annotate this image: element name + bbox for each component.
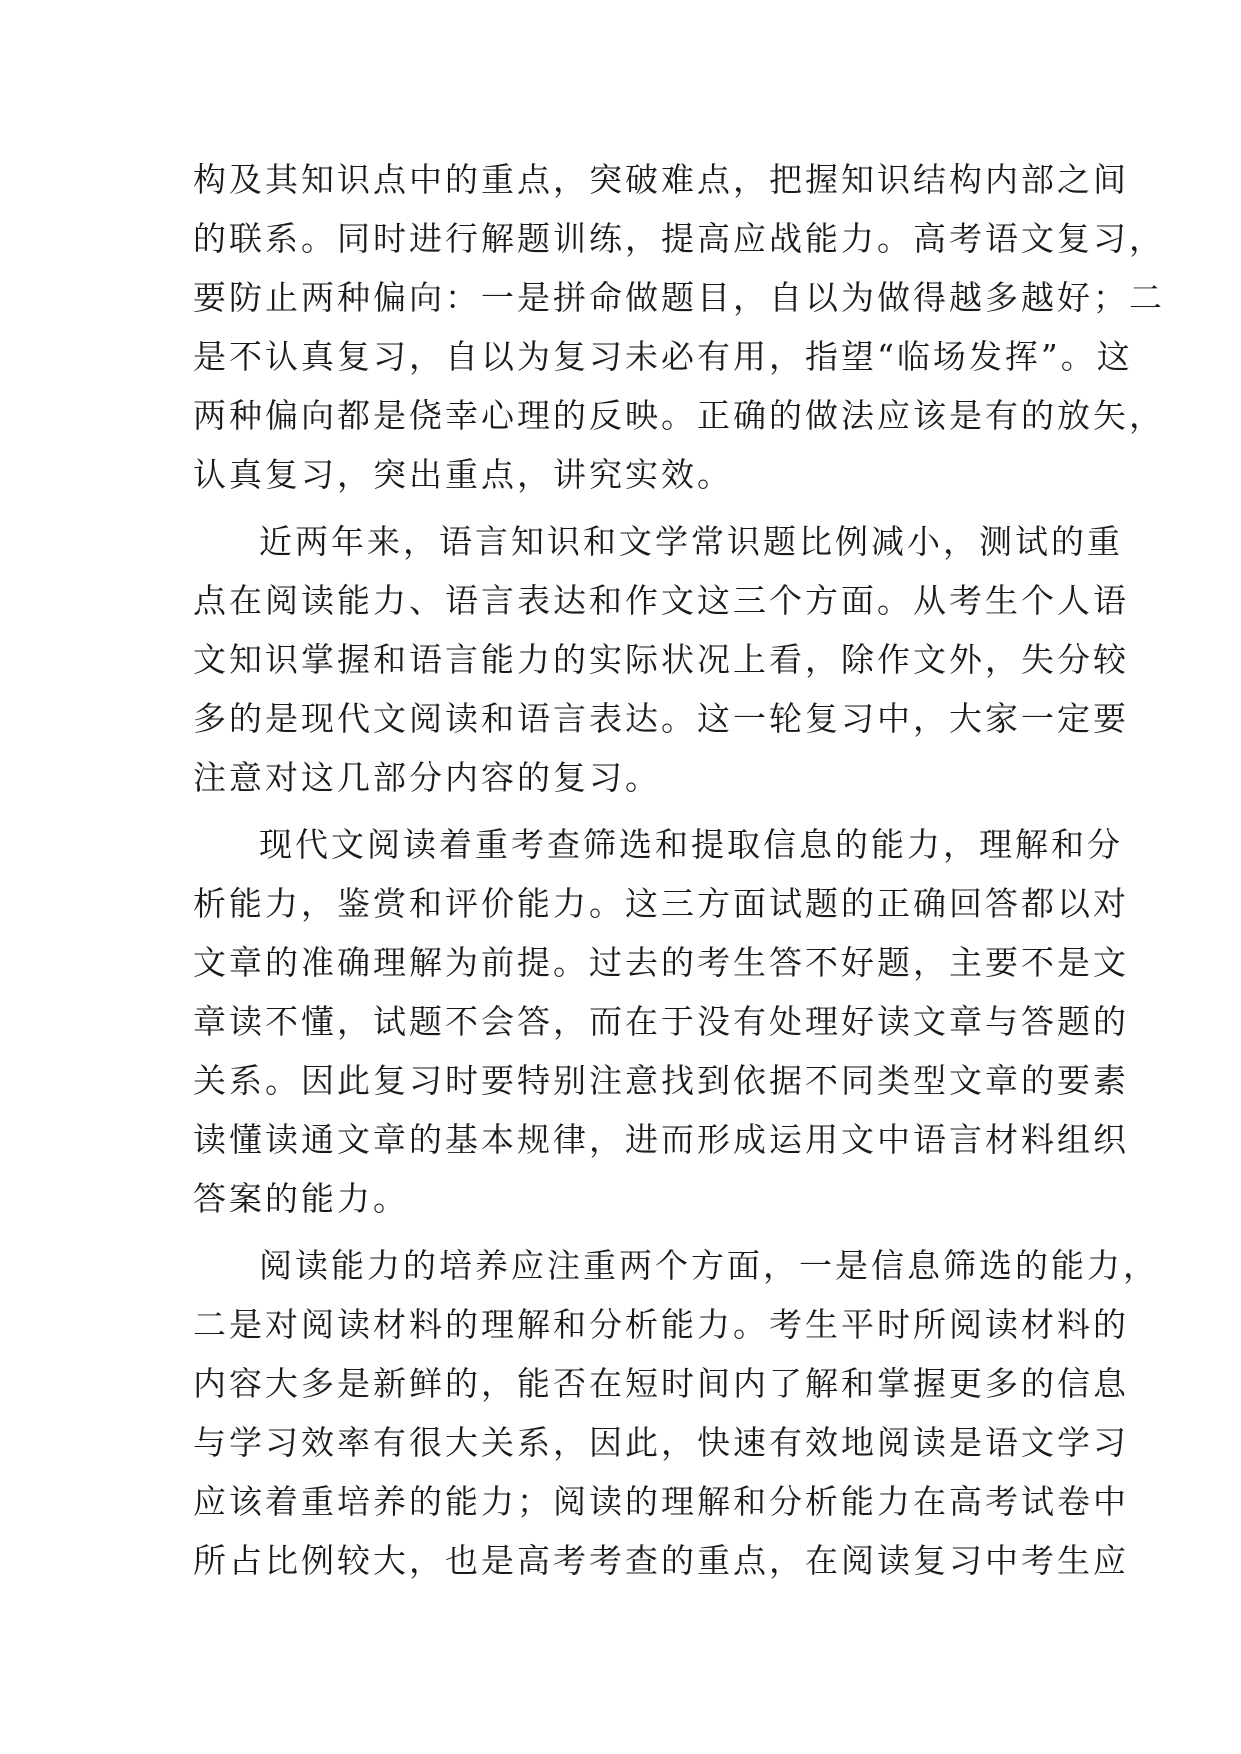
text-line: 认真复习，突出重点，讲究实效。 [193, 455, 733, 494]
text-line: 文章的准确理解为前提。过去的考生答不好题，主要不是文 [193, 943, 1129, 982]
text-line: 现代文阅读着重考查筛选和提取信息的能力，理解和分 [259, 825, 1123, 864]
text-line: 二是对阅读材料的理解和分析能力。考生平时所阅读材料的 [193, 1305, 1129, 1344]
text-line: 是不认真复习，自以为复习未必有用，指望“临场发挥”。这 [193, 337, 1133, 376]
text-line: 内容大多是新鲜的，能否在短时间内了解和掌握更多的信息 [193, 1364, 1129, 1403]
text-line: 的联系。同时进行解题训练，提高应战能力。高考语文复习， [193, 219, 1165, 258]
text-line: 关系。因此复习时要特别注意找到依据不同类型文章的要素 [193, 1061, 1129, 1100]
paragraph-2 [193, 512, 1129, 807]
document-body [193, 150, 1165, 1590]
text-line: 注意对这几部分内容的复习。 [193, 758, 661, 797]
paragraph-4 [193, 1236, 1159, 1590]
text-line: 近两年来，语言知识和文学常识题比例减小，测试的重 [259, 522, 1123, 561]
text-line: 读懂读通文章的基本规律，进而形成运用文中语言材料组织 [193, 1120, 1129, 1159]
text-line: 所占比例较大，也是高考考查的重点，在阅读复习中考生应 [193, 1541, 1129, 1580]
text-line: 应该着重培养的能力；阅读的理解和分析能力在高考试卷中 [193, 1482, 1129, 1521]
text-line: 答案的能力。 [193, 1179, 409, 1218]
text-line: 要防止两种偏向：一是拼命做题目，自以为做得越多越好；二 [193, 278, 1165, 317]
text-line: 构及其知识点中的重点，突破难点，把握知识结构内部之间 [193, 160, 1129, 199]
text-line: 阅读能力的培养应注重两个方面，一是信息筛选的能力， [259, 1246, 1159, 1285]
text-line: 章读不懂，试题不会答，而在于没有处理好读文章与答题的 [193, 1002, 1129, 1041]
text-line: 两种偏向都是侥幸心理的反映。正确的做法应该是有的放矢， [193, 396, 1165, 435]
text-line: 析能力，鉴赏和评价能力。这三方面试题的正确回答都以对 [193, 884, 1129, 923]
paragraph-1 [193, 150, 1165, 504]
text-line: 文知识掌握和语言能力的实际状况上看，除作文外，失分较 [193, 640, 1129, 679]
text-line: 点在阅读能力、语言表达和作文这三个方面。从考生个人语 [193, 581, 1129, 620]
text-line: 与学习效率有很大关系，因此，快速有效地阅读是语文学习 [193, 1423, 1129, 1462]
paragraph-3 [193, 815, 1129, 1228]
text-line: 多的是现代文阅读和语言表达。这一轮复习中，大家一定要 [193, 699, 1129, 738]
